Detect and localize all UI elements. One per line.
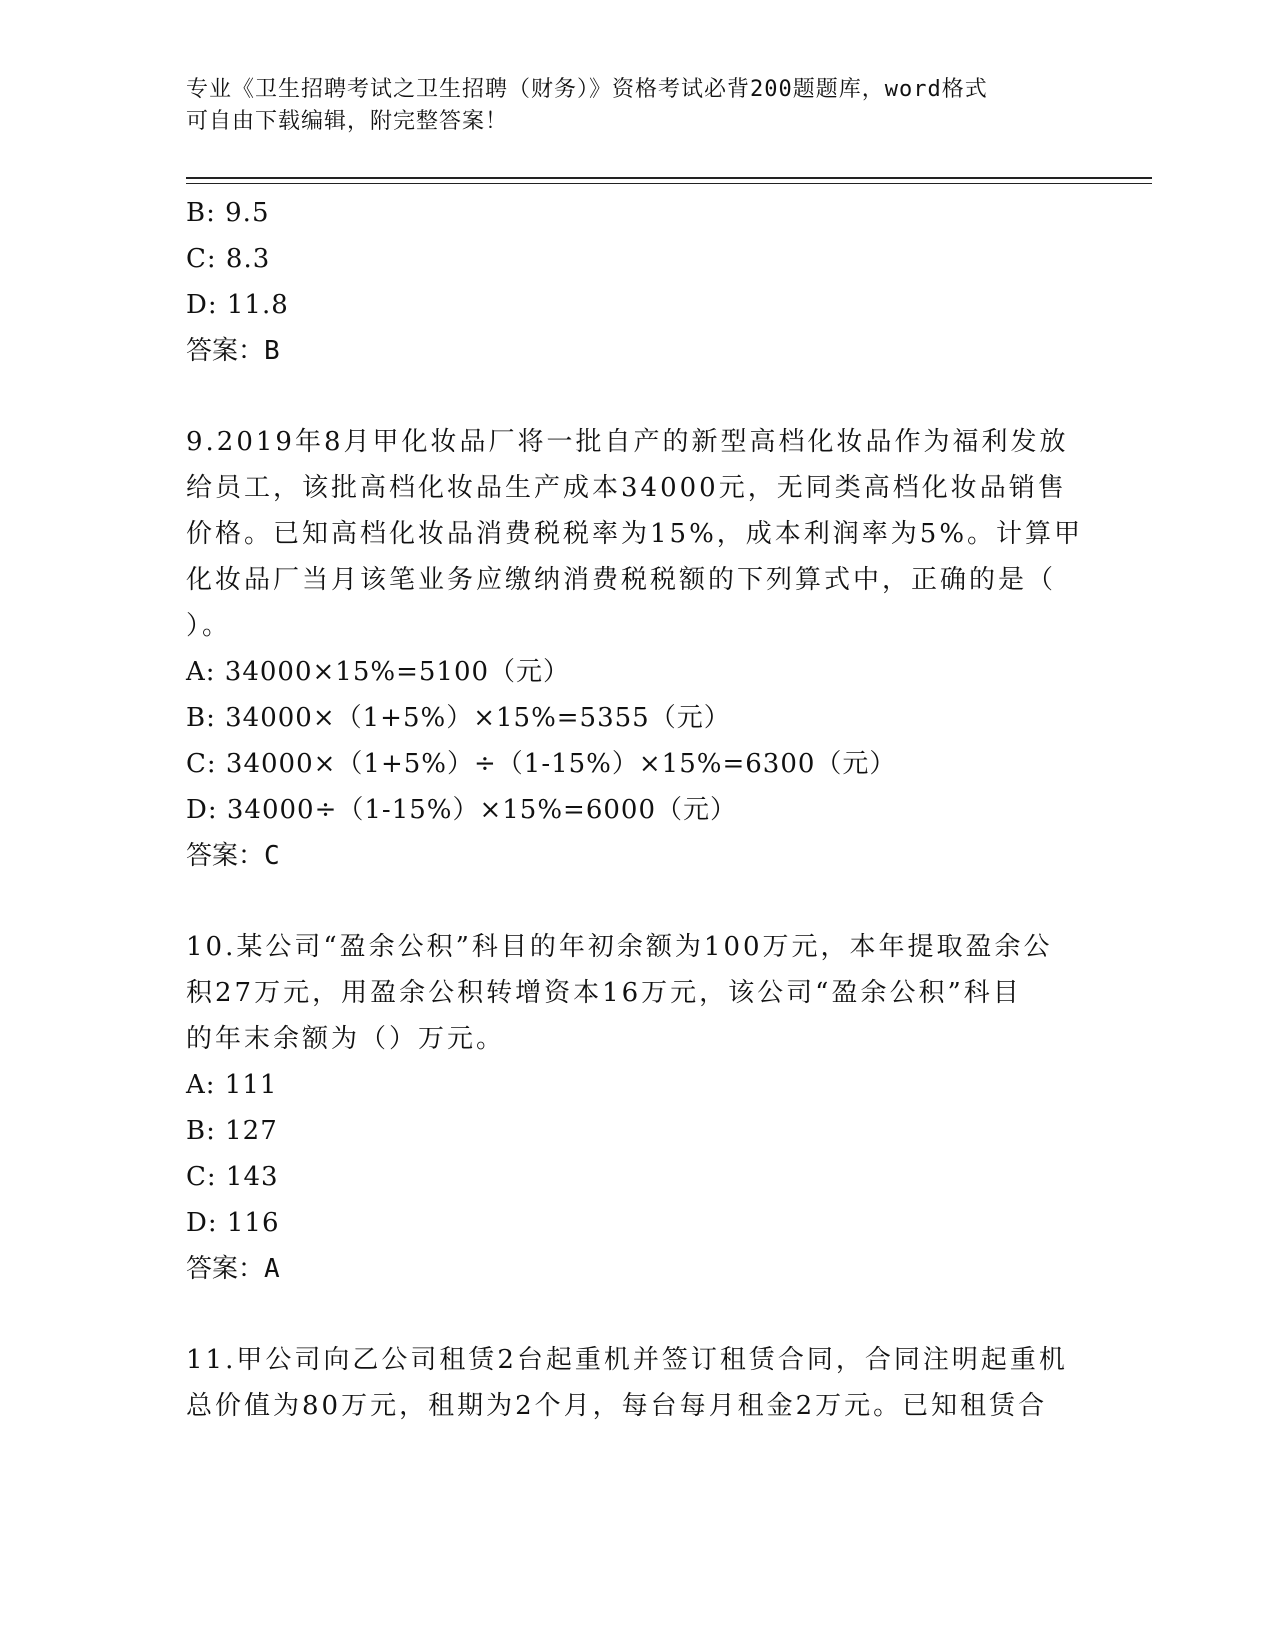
previous-question-tail — [186, 190, 1066, 374]
option-a: A: 34000×15%=5100（元） — [186, 657, 571, 687]
answer-line: 答案：B — [186, 336, 280, 366]
question-text — [186, 924, 1066, 1062]
question-line: 9.2019年8月甲化妆品厂将一批自产的新型高档化妆品作为福利发放 — [186, 427, 1069, 457]
question-line: 10.某公司“盈余公积”科目的年初余额为100万元，本年提取盈余公 — [186, 932, 1053, 962]
answer-line: 答案：C — [186, 841, 280, 871]
question-line: 11.甲公司向乙公司租赁2台起重机并签订租赁合同，合同注明起重机 — [186, 1345, 1068, 1375]
question-line: 化妆品厂当月该笔业务应缴纳消费税税额的下列算式中，正确的是（ — [186, 565, 1057, 595]
spacer — [186, 374, 1066, 419]
answer-line: 答案：A — [186, 1254, 280, 1284]
question-line: ）。 — [186, 611, 232, 641]
question-line: 价格。已知高档化妆品消费税税率为15%，成本利润率为5%。计算甲 — [186, 519, 1084, 549]
question-line: 积27万元，用盈余公积转增资本16万元，该公司“盈余公积”科目 — [186, 978, 1022, 1008]
option-c: C: 143 — [186, 1162, 279, 1192]
question-9 — [186, 419, 1084, 879]
document-header — [186, 74, 1066, 138]
option-b: B: 34000×（1+5%）×15%=5355（元） — [186, 703, 731, 733]
header-line-1: 专业《卫生招聘考试之卫生招聘（财务）》资格考试必背200题题库，word格式 — [186, 77, 988, 102]
option-c: C: 8.3 — [186, 244, 271, 274]
header-line-2: 可自由下载编辑，附完整答案！ — [186, 109, 509, 134]
question-text — [186, 1337, 1066, 1429]
question-content — [186, 190, 1084, 1429]
option-a: A: 111 — [186, 1070, 278, 1100]
question-10 — [186, 924, 1066, 1292]
option-b: B: 127 — [186, 1116, 278, 1146]
spacer — [186, 879, 1066, 924]
option-d: D: 116 — [186, 1208, 280, 1238]
header-divider — [186, 177, 1152, 184]
spacer — [186, 1292, 1066, 1337]
option-c: C: 34000×（1+5%）÷（1-15%）×15%=6300（元） — [186, 749, 897, 779]
question-text — [186, 419, 1084, 649]
question-line: 给员工，该批高档化妆品生产成本34000元，无同类高档化妆品销售 — [186, 473, 1067, 503]
question-line: 总价值为80万元，租期为2个月，每台每月租金2万元。已知租赁合 — [186, 1391, 1048, 1421]
question-11 — [186, 1337, 1066, 1429]
option-d: D: 34000÷（1-15%）×15%=6000（元） — [186, 795, 738, 825]
option-b: B: 9.5 — [186, 198, 270, 228]
option-d: D: 11.8 — [186, 290, 289, 320]
question-line: 的年末余额为（）万元。 — [186, 1024, 506, 1054]
